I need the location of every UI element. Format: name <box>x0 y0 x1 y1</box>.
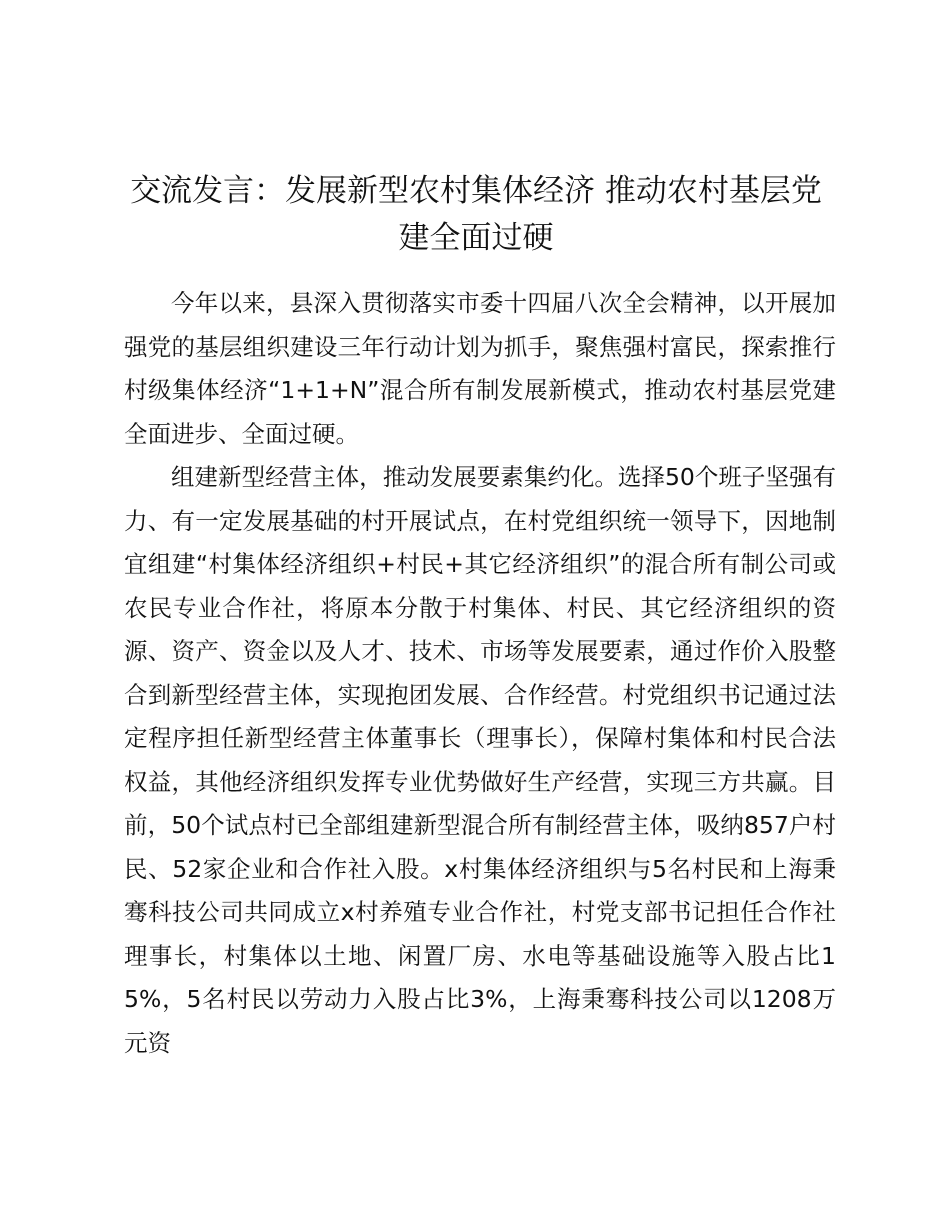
paragraph-intro: 今年以来，县深入贯彻落实市委十四届八次全会精神，以开展加强党的基层组织建设三年行动计划为抓手，聚焦强村富民，探索推行村级集体经济“1+1+N”混合所有制发展新模式，推动农村基层党建全面进步、全面过硬。 <box>124 289 836 448</box>
document-title: 交流发言：发展新型农村集体经济 推动农村基层党建全面过硬 <box>130 173 822 256</box>
paragraph-new-business-entities: 组建新型经营主体，推动发展要素集约化。选择50个班子坚强有力、有一定发展基础的村开展试点，在村党组织统一领导下，因地制宜组建“村集体经济组织+村民+其它经济组织”的混合所有制公司或农民专业合作社，将原本分散于村集体、村民、其它经济组织的资源、资产、资金以及人才、技术、市场等发展要素，通过作价入股整合到新型经营主体，实现抱团发展、合作经营。村党组织书记通过法定程序担任新型经营主体董事长（理事长），保障村集体和村民合法权益，其他经济组织发挥专业优势做好生产经营，实现三方共赢。目前，50个试点村已全部组建新型混合所有制经营主体，吸纳857户村民、52家企业和合作社入股。x村集体经济组织与5名村民和上海秉骞科技公司共同成立x村养殖专业合作社，村党支部书记担任合作社理事长，村集体以土地、闲置厂房、水电等基础设施等入股占比15%，5名村民以劳动力入股占比3%，上海秉骞科技公司以1208万元资 <box>124 463 836 1057</box>
document-body <box>124 282 836 1065</box>
